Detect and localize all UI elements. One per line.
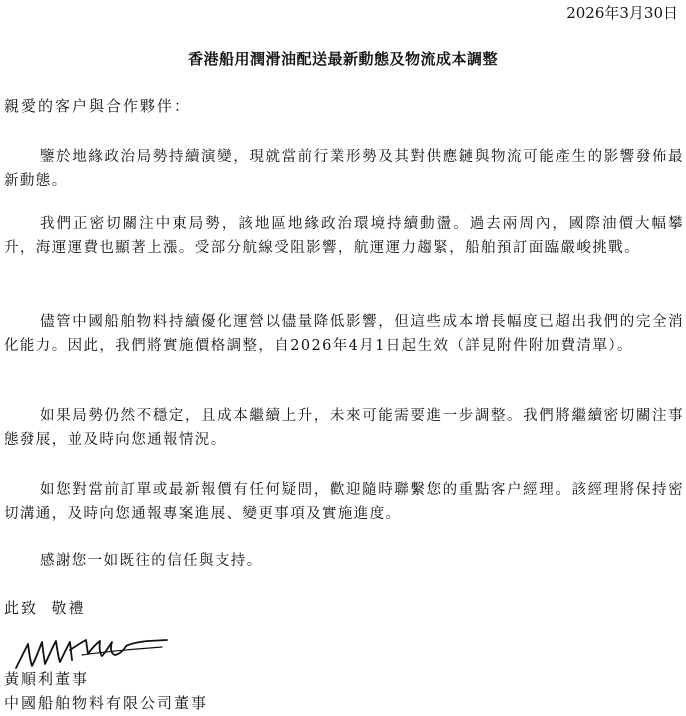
- signer-name: 黃順利董事: [4, 670, 90, 688]
- paragraph-contact: 如您對當前訂單或最新報價有任何疑問，歡迎隨時聯繫您的重點客户經理。該經理將保持密切溝通，及時向您通報專案進展、變更事項及實施進度。: [4, 482, 684, 522]
- closing-regards: 此致 敬禮: [4, 599, 86, 617]
- paragraph-middle-east: 我們正密切關注中東局勢，該地區地緣政治環境持續動盪。過去兩周內，國際油價大幅攀升，海運運費也顯著上漲。受部分航線受阻影響，航運運力趨緊，船舶預訂面臨嚴峻挑戰。: [4, 216, 684, 256]
- handwritten-signature: [12, 630, 172, 672]
- paragraph-thanks: 感謝您一如既往的信任與支持。: [40, 553, 263, 569]
- salutation: 親愛的客户與合作夥伴：: [4, 97, 192, 115]
- paragraph-price-adjustment: 儘管中國船舶物料持續優化運營以儘量降低影響，但這些成本增長幅度已超出我們的完全消化能力。因此，我們將實施價格調整，自2026年4月1日起生效（詳見附件附加費清單）。: [4, 314, 684, 354]
- letter-title: 香港船用潤滑油配送最新動態及物流成本調整: [187, 50, 498, 68]
- paragraph-intro: 鑒於地緣政治局勢持續演變，現就當前行業形勢及其對供應鏈與物流可能產生的影響發佈最新動態。: [4, 149, 684, 189]
- letter-date: 2026年3月30日: [566, 4, 678, 22]
- signer-organization: 中國船舶物料有限公司董事: [4, 694, 209, 712]
- paragraph-future-adjustment: 如果局勢仍然不穩定，且成本繼續上升，未來可能需要進一步調整。我們將繼續密切關注事態發展，並及時向您通報情況。: [4, 408, 684, 448]
